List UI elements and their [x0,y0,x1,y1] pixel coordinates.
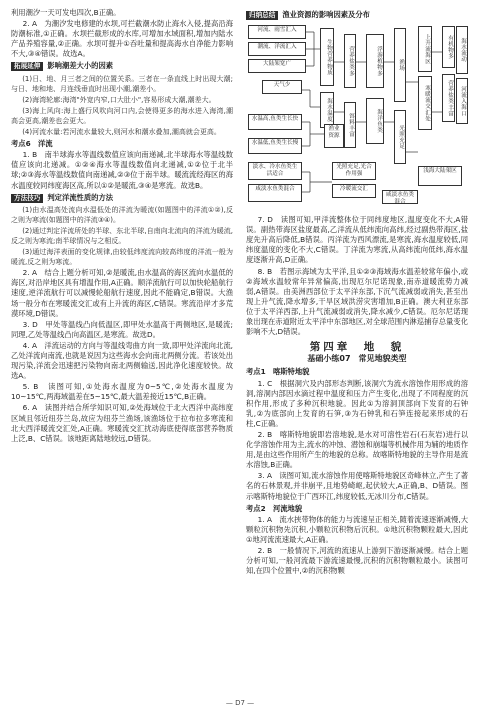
paragraph: 5. B 读图可知,①处海水温度为0~5℃,②处海水温度为10~15℃,两海域温差在5~15℃,最大温差接近15℃,B正确。 [11,382,233,402]
diagram-node: 咸淡水鱼类混合 [382,190,418,204]
diagram-node: 渔业资源 [324,124,344,148]
paragraph: 2. B 喀斯特地貌即岩溶地貌,是水对可溶性岩石(石灰岩)进行以化学溶蚀作用为主,流水的冲蚀、潜蚀和崩塌等机械作用为辅的地质作用,是由这些作用所产生的地貌的总称。故喀斯特地貌的主导作用是流水溶蚀,B正确。 [246,429,468,470]
note-item: (2)海湾轮廓:海湾"外宽内窄,口大肚小",容易形成大潮,潮差大。 [22,95,216,104]
paragraph: 1. C 根据洞穴及内部形态判断,该洞穴为流水溶蚀作用形成的溶洞,溶洞内部因水滴过程中温度和压力产生变化,出现了不同程度的沉积作用,形成了多种沉积地貌。因此①为溶洞顶部向下发育的石钟乳,②为底部向上发育的石笋,③为石钟乳和石笋连接起来形成的石柱,C正确。 [246,378,468,428]
page-number: — D7 — [225,699,255,707]
note-item: (2)通过判定洋流所处的半球、东北半球,自南向北流向的洋流为暖流,反之则为寒流;南半球情况与之相反。 [11,226,233,245]
diagram-node: 营养盐类多 [344,34,356,88]
diagram-node: 淡水、冷水鱼类生活适合 [248,162,302,180]
paragraph: 1. B 南半球海水等温线数值应该向南递减,北半球海水等温线数值应该向北递减。①②④海水等温线数值向北递减,①②位于北半球;②③海水等温线数值向南递减,②③位于南半球。暖流流经海区的海水温度较同纬度海区高,所以①②是暖流,③④是寒流。故选B。 [11,150,233,190]
diagram-node: 咸淡水鱼类混合 [248,184,302,202]
diagram-node: 光照充足 [394,110,406,164]
topic-heading: 考点1 喀斯特地貌 [246,367,310,377]
tip-tag: 方法技巧 [11,194,43,203]
diagram-node: 海水流动 [456,26,468,74]
topic-heading: 考点6 洋流 [11,139,53,149]
section-title: 基础小练07 常见地貌类型 [307,354,407,364]
paragraph: 2. A 为潮汐发电修建的水坝,可拦截潮水防止海水入侵,提高沿海防潮标准,①正确。水坝拦截形成的水库,可增加水域面积,增加内陆水产品养殖容量,②正确。水坝可提升①吞吐量和提高海水自净能力影响不大,③④错误。故选A。 [11,19,233,59]
tip-title: 判定洋流性质的方法 [47,192,114,202]
diagram-node: 饵料丰富 [344,102,356,148]
left-column [11,8,233,445]
diagram-node: 河流入海口 [456,78,468,124]
tip-tag: 拓展延伸 [11,62,43,71]
paragraph: 1. A 流水挟带物体的能力与流速呈正相关,随着流速逐渐减慢,大颗粒沉积物先沉积,小颗粒沉积物后沉积。①地沉积物颗粒最大,因此①地河流流速最大,A正确。 [246,514,468,544]
paragraph: 8. B 若图示海域为太平洋,且①②③海域海水温差较常年偏小,或②海域水温较常年异常偏高,出现厄尔尼诺现象,南赤道暖流势力减弱,A错误。由美洲西部位于太平洋东部,下沉气流减弱或消失,甚至出现上升气流,降水增多,干旱区域洪涝灾害增加,B正确。澳大利亚东部位于太平洋西部,上升气流减弱或消失,降水减少,C错误。厄尔尼诺现象出现在赤道附近太平洋中东部地区,对全球范围内淋巡捕存总量变化影响不大,D错误。 [246,266,468,337]
note-item: (1)日、地、月三者之间的位置关系。三者在一条直线上时出现大潮;与日、地和地、月连线垂直时出现小潮,潮差小。 [11,74,233,93]
diagram-node: 河流、雨雪汇入 [248,25,306,39]
diagram-node: 上升流海区 [418,26,432,72]
diagram-node: 生物营养物质 [320,28,334,86]
note-item: (4)河流水量:若河流水量较大,则河水和潮水叠加,潮高就会更高。 [22,128,221,137]
diagram-node: 寒暖流交汇处 [418,76,432,130]
tip-heading [11,193,233,203]
paragraph: 3. A 读图可知,流水溶蚀作用使喀斯特地貌区奇峰林立,产生了著名的石林景观,并非崩平,且地势崎岖,起伏较大,A正确,B、D错误。图示喀斯特地貌位于广西环江,纬度较低,无冰川分布,C错误。 [246,471,468,501]
diagram-node: 水温低,鱼类生长慢 [248,138,302,154]
diagram-node: 大陆架宽广 [248,59,306,73]
paragraph: 7. D 读图可知,甲洋流整体位于同纬度地区,温度变化不大,A错误。副热带海区盐度最高,乙洋流从低纬流向高纬,经过副热带海区,盐度先升高后降低,B错误。丙洋流为西风漂流,是寒流,海水温度较低,同纬度温度的变化不大,C错误。丁洋流为寒流,从高纬流向低纬,海水温度逐渐升高,D正确。 [246,215,468,265]
summary-tag: 归纳总结 [246,11,278,20]
chapter-title: 第四章 地 貌 [309,341,405,354]
diagram-node: 冷暖流交汇 [332,184,376,198]
paragraph: 利用潮汐一天可发电四次,B正确。 [11,8,121,17]
topic-heading: 考点2 河流地貌 [246,503,303,513]
fishery-factors-diagram [246,22,468,212]
paragraph: 3. D 甲处等温线凸向低温区,即甲处水温高于两侧地区,是暖流;同理,乙处等温线凸向高温区,是寒流。故选D。 [11,319,233,339]
diagram-node: 海水温度 [320,92,334,128]
diagram-node: 天气少 [262,80,302,94]
diagram-node: 水温高,鱼类生长快 [248,114,302,130]
tip-heading [11,61,233,71]
paragraph: 2. A 结合上题分析可知,②是暖流,由水温高的海区流向水温低的海区,对沿岸地区具有增温作用,A正确。顺洋流航行可以加快轮船航行速度,逆洋流航行可以减慢轮船航行速度,因此不能确定,B错误。大渔场一般分布在寒暖流交汇或有上升流的海区,C错误。寒流沿岸才多荒漠环境,D错误。 [11,268,233,318]
tip-title: 影响潮差大小的因素 [47,61,114,71]
paragraph: 6. A 读图并结合所学知识可知,②处海域位于北大西洋中高纬度区域且邻近纽芬兰岛,故应为纽芬兰渔场,该渔场位于拉布拉多寒流和北大西洋暖流交汇处,A正确。寒暖流交汇扰动海底使得底部营养物质上泛,B、C错误。该地距离陆地较远,D错误。 [11,403,233,443]
note-item: (1)由水温高处流向水温低处的洋流为暖流(如题图中的洋流①②),反之则为寒流(如题图中的洋流③④)。 [11,205,233,224]
paragraph: 4. A 洋流运动的方向与等温线弯曲方向一致,即甲处洋流向北流,乙处洋流向南流,也就是说因为这些海水会向南北两侧分流。若该处出现污染,洋流会迅速把污染物向南北两侧输送,因此净化速度较快。故选A。 [11,340,233,381]
diagram-node: 营养盐类丰富 [442,74,455,122]
paragraph: 2. B 一般情况下,河流的流速从上游到下游逐渐减慢。结合上题分析可知,一般河流最下游流速最慢,沉积的沉积物颗粒最小。读图可知,在四个位置中,②的沉积物颗 [246,546,468,576]
diagram-node: 浮游植物多 [366,34,384,88]
note-item: (3)通过海洋表面的变化规律,由较低纬度流向较高纬度的洋流一般为暖流,反之则为寒流。 [11,248,233,267]
diagram-node: 光照充足,光合作用强 [332,162,376,180]
summary-heading [246,10,468,20]
diagram-node: 浅海大陆架区 [418,166,462,186]
diagram-node: 有机物多 [442,26,455,68]
summary-title: 渔业资源的影响因素及分布 [282,10,370,19]
right-column [246,8,468,577]
diagram-node: 渔场 [394,28,406,102]
diagram-node: 潮流、洋流汇入 [248,42,306,56]
note-item: (3)海上风向:海上盛行风吹向河口内,会使得更多的海水进入海湾,潮高会更高,潮差也会更大。 [11,106,233,125]
diagram-node: 海洋鱼类 [366,98,384,144]
